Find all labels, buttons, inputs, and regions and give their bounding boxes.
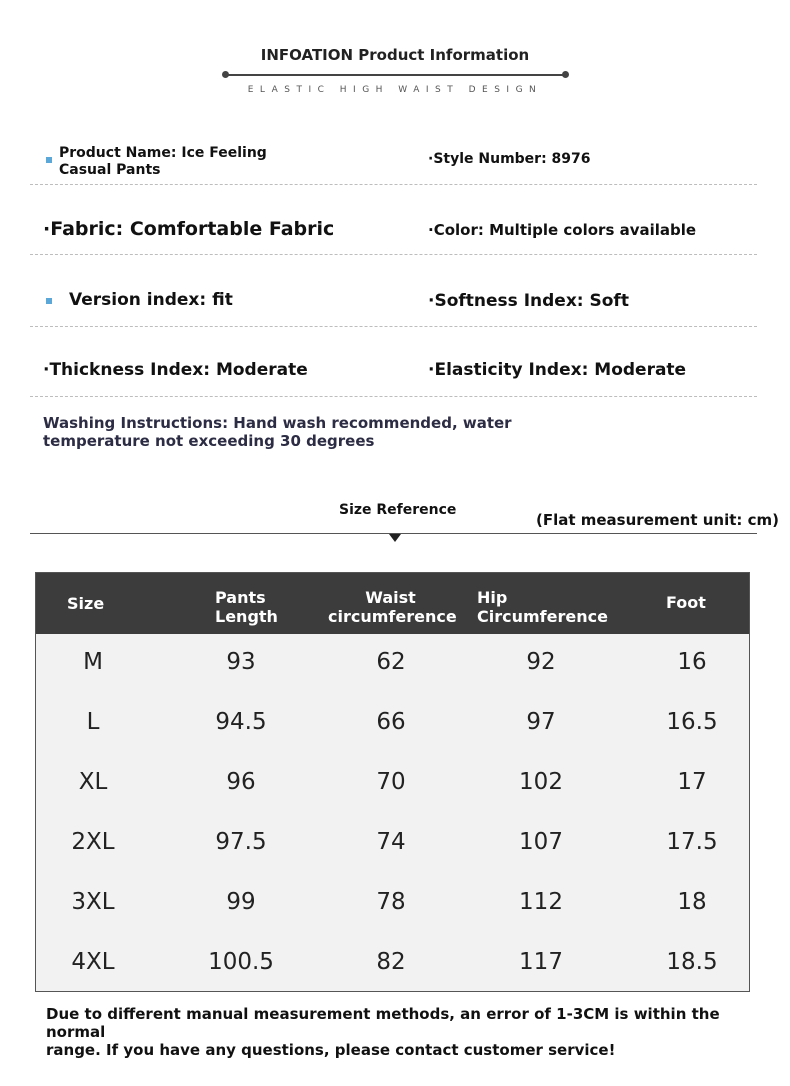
header-hip-line2: Circumference bbox=[477, 607, 608, 626]
cell-foot: 18 bbox=[677, 889, 707, 915]
header-waist-line1: Waist bbox=[365, 588, 416, 607]
version-index: Version index: fit bbox=[69, 290, 233, 310]
cell-pants-length: 93 bbox=[226, 649, 256, 675]
cell-size: 2XL bbox=[71, 829, 115, 855]
cell-pants-length: 94.5 bbox=[215, 709, 267, 735]
triangle-down-icon bbox=[389, 534, 401, 542]
product-name-line2: Casual Pants bbox=[59, 162, 161, 178]
header-waist bbox=[328, 588, 457, 626]
washing-line1: Washing Instructions: Hand wash recommended, water bbox=[43, 414, 512, 432]
disclaimer-line2: range. If you have any questions, please contact customer service! bbox=[46, 1041, 616, 1059]
product-name bbox=[59, 145, 267, 179]
cell-hip: 102 bbox=[519, 769, 563, 795]
cell-size: M bbox=[83, 649, 103, 675]
header-foot-label: Foot bbox=[666, 593, 706, 612]
fabric-info: ·Fabric: Comfortable Fabric bbox=[43, 218, 335, 240]
cell-hip: 117 bbox=[519, 949, 563, 975]
bullet-square-icon bbox=[46, 157, 52, 163]
divider-dot-left bbox=[222, 71, 229, 78]
cell-foot: 16.5 bbox=[666, 709, 718, 735]
cell-waist: 66 bbox=[376, 709, 406, 735]
row-divider bbox=[30, 326, 757, 327]
header-hip bbox=[477, 588, 608, 626]
header-pants-length-line2: Length bbox=[215, 607, 278, 626]
cell-hip: 92 bbox=[526, 649, 556, 675]
disclaimer-line1: Due to different manual measurement methods, an error of 1-3CM is within the normal bbox=[46, 1005, 720, 1041]
cell-size: L bbox=[86, 709, 100, 735]
cell-size: 4XL bbox=[71, 949, 115, 975]
cell-size: XL bbox=[78, 769, 108, 795]
cell-pants-length: 99 bbox=[226, 889, 256, 915]
row-divider bbox=[30, 184, 757, 185]
header-pants-length bbox=[215, 588, 278, 626]
elasticity-index: ·Elasticity Index: Moderate bbox=[428, 360, 687, 380]
cell-pants-length: 100.5 bbox=[208, 949, 274, 975]
bullet-square-icon bbox=[46, 298, 52, 304]
cell-foot: 16 bbox=[677, 649, 707, 675]
cell-foot: 17.5 bbox=[666, 829, 718, 855]
cell-hip: 112 bbox=[519, 889, 563, 915]
cell-waist: 70 bbox=[376, 769, 406, 795]
cell-hip: 107 bbox=[519, 829, 563, 855]
title-divider bbox=[225, 74, 565, 76]
page-title: INFOATION Product Information bbox=[260, 46, 530, 64]
header-size-label: Size bbox=[67, 594, 105, 613]
cell-waist: 82 bbox=[376, 949, 406, 975]
page-subtitle: ELASTIC HIGH WAIST DESIGN bbox=[247, 85, 543, 95]
cell-pants-length: 97.5 bbox=[215, 829, 267, 855]
washing-instructions bbox=[43, 414, 513, 450]
color-info: ·Color: Multiple colors available bbox=[428, 221, 697, 239]
measurement-unit-note: (Flat measurement unit: cm) bbox=[536, 511, 780, 529]
cell-foot: 17 bbox=[677, 769, 707, 795]
product-name-line1: Product Name: Ice Feeling bbox=[59, 145, 267, 161]
header-hip-line1: Hip bbox=[477, 588, 508, 607]
cell-waist: 78 bbox=[376, 889, 406, 915]
measurement-disclaimer bbox=[46, 1005, 766, 1059]
header-size bbox=[67, 594, 104, 613]
cell-hip: 97 bbox=[526, 709, 556, 735]
row-divider bbox=[30, 396, 757, 397]
size-reference-title: Size Reference bbox=[339, 502, 457, 518]
softness-index: ·Softness Index: Soft bbox=[428, 291, 629, 311]
style-number: ·Style Number: 8976 bbox=[428, 151, 591, 167]
cell-waist: 74 bbox=[376, 829, 406, 855]
washing-line2: temperature not exceeding 30 degrees bbox=[43, 432, 375, 450]
divider-dot-right bbox=[562, 71, 569, 78]
header-waist-line2: circumference bbox=[328, 607, 457, 626]
cell-pants-length: 96 bbox=[226, 769, 256, 795]
cell-foot: 18.5 bbox=[666, 949, 718, 975]
cell-size: 3XL bbox=[71, 889, 115, 915]
header-pants-length-line1: Pants bbox=[215, 588, 266, 607]
thickness-index: ·Thickness Index: Moderate bbox=[43, 360, 308, 380]
size-table-header bbox=[36, 573, 749, 634]
header-foot bbox=[666, 593, 706, 612]
row-divider bbox=[30, 254, 757, 255]
size-table bbox=[35, 572, 750, 992]
cell-waist: 62 bbox=[376, 649, 406, 675]
